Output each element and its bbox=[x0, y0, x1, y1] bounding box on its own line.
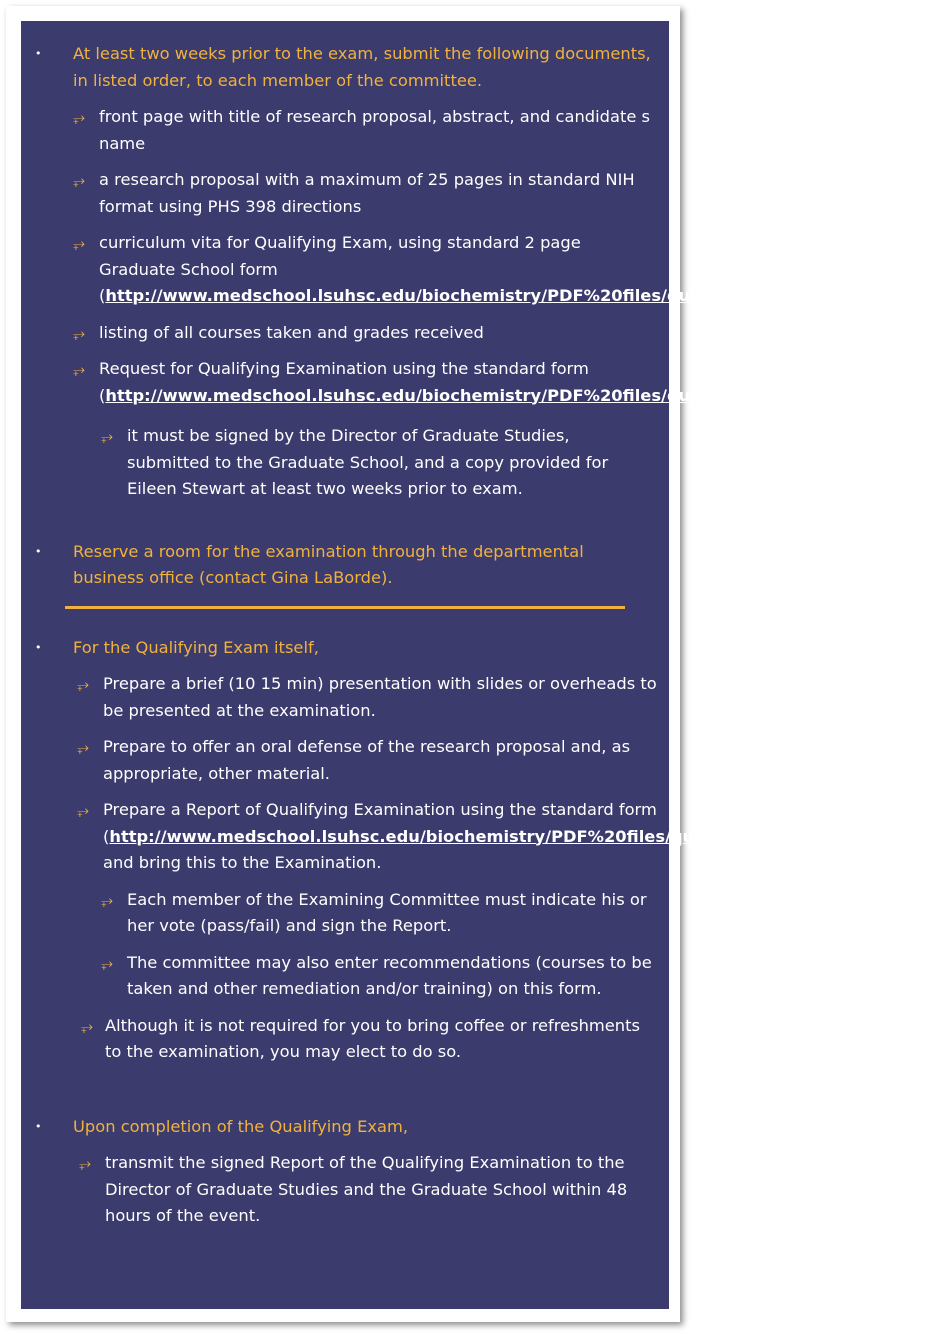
swirl-marker-icon: ⥅ bbox=[73, 323, 86, 342]
swirl-marker-icon: ⥅ bbox=[101, 953, 114, 972]
forms-link[interactable]: http://www.medschool.lsuhsc.edu/biochemistry/PDF%20files/qualifying_exam_forms.pdf bbox=[109, 826, 919, 846]
swirl-marker-icon: ⥅ bbox=[79, 1154, 92, 1172]
list-item-nested: ⥅ Each member of the Examining Committee must indicate his or her vote (pass/fail) and sign the Report. bbox=[35, 887, 657, 940]
swirl-marker-icon: ⥅ bbox=[73, 360, 86, 378]
section-submit-documents bbox=[35, 41, 921, 503]
list-item: ⥅ a research proposal with a maximum of 25 pages in standard NIH format using PHS 398 directions bbox=[35, 167, 657, 220]
list-item-nested: ⥅ The committee may also enter recommendations (courses to be taken and other remediation and/or training) on this form. bbox=[35, 950, 657, 1003]
bullet-dot-icon: • bbox=[35, 1119, 42, 1133]
section-heading: • For the Qualifying Exam itself, bbox=[35, 635, 657, 662]
bullet-dot-icon: • bbox=[35, 47, 42, 60]
list-item: ⥅ transmit the signed Report of the Qualifying Examination to the Director of Graduate Studies and the Graduate School within 48 hours of the event. bbox=[35, 1150, 657, 1230]
list-item: ⥅ Although it is not required for you to bring coffee or refreshments to the examination, you may elect to do so. bbox=[35, 1013, 657, 1066]
swirl-marker-icon: ⥅ bbox=[73, 108, 86, 126]
forms-link[interactable]: http://www.medschool.lsuhsc.edu/biochemistry/PDF%20files/qualifying_exam_forms.pdf bbox=[105, 286, 915, 305]
swirl-marker-icon: ⥅ bbox=[101, 427, 114, 445]
list-item: ⥅ Prepare to offer an oral defense of the research proposal and, as appropriate, other material. bbox=[35, 734, 657, 787]
divider bbox=[65, 606, 625, 609]
list-item: ⥅ front page with title of research proposal, abstract, and candidate s name bbox=[35, 104, 657, 157]
list-item: ⥅ listing of all courses taken and grades received bbox=[35, 320, 657, 347]
swirl-marker-icon: ⥅ bbox=[77, 675, 90, 693]
section-heading: • Reserve a room for the examination through the departmental business office (contact Gina LaBorde). bbox=[35, 539, 657, 592]
page-frame bbox=[6, 6, 925, 1322]
swirl-marker-icon: ⥅ bbox=[81, 1016, 94, 1035]
section-exam-itself bbox=[35, 635, 925, 1066]
list-item: ⥅ curriculum vita for Qualifying Exam, using standard 2 page Graduate School form (http://www.medschool.lsuhsc.edu/biochemistry/PDF%20files/qualifying_exam_forms.pdf) bbox=[35, 230, 657, 310]
swirl-marker-icon: ⥅ bbox=[101, 890, 114, 909]
section-upon-completion bbox=[35, 1114, 657, 1230]
swirl-marker-icon: ⥅ bbox=[77, 801, 90, 819]
list-item: ⥅ Prepare a brief (10 15 min) presentation with slides or overheads to be presented at the examination. bbox=[35, 671, 657, 724]
bullet-dot-icon: • bbox=[35, 640, 42, 654]
list-item: ⥅ Request for Qualifying Examination using the standard form (http://www.medschool.lsuhsc.edu/biochemistry/PDF%20files/qualifying_exam_forms.pdf) bbox=[35, 356, 657, 409]
bullet-dot-icon: • bbox=[35, 544, 42, 558]
section-heading: • At least two weeks prior to the exam, submit the following documents, in listed order, to each member of the committee. bbox=[35, 41, 657, 94]
forms-link[interactable]: http://www.medschool.lsuhsc.edu/biochemistry/PDF%20files/qualifying_exam_forms.pdf bbox=[105, 385, 915, 405]
swirl-marker-icon: ⥅ bbox=[73, 171, 86, 189]
list-item: ⥅ Prepare a Report of Qualifying Examination using the standard form (http://www.medschool.lsuhsc.edu/biochemistry/PDF%20files/qualifying_exam_forms.pdf) and bring this to the Examination. bbox=[35, 797, 657, 877]
checklist-panel bbox=[21, 21, 925, 1309]
swirl-marker-icon: ⥅ bbox=[77, 738, 90, 756]
section-heading: • Upon completion of the Qualifying Exam, bbox=[35, 1114, 657, 1141]
swirl-marker-icon: ⥅ bbox=[73, 234, 86, 252]
section-reserve-room bbox=[35, 539, 657, 609]
list-item-nested: ⥅ it must be signed by the Director of Graduate Studies, submitted to the Graduate School, and a copy provided for Eileen Stewart at least two weeks prior to exam. bbox=[35, 423, 657, 503]
